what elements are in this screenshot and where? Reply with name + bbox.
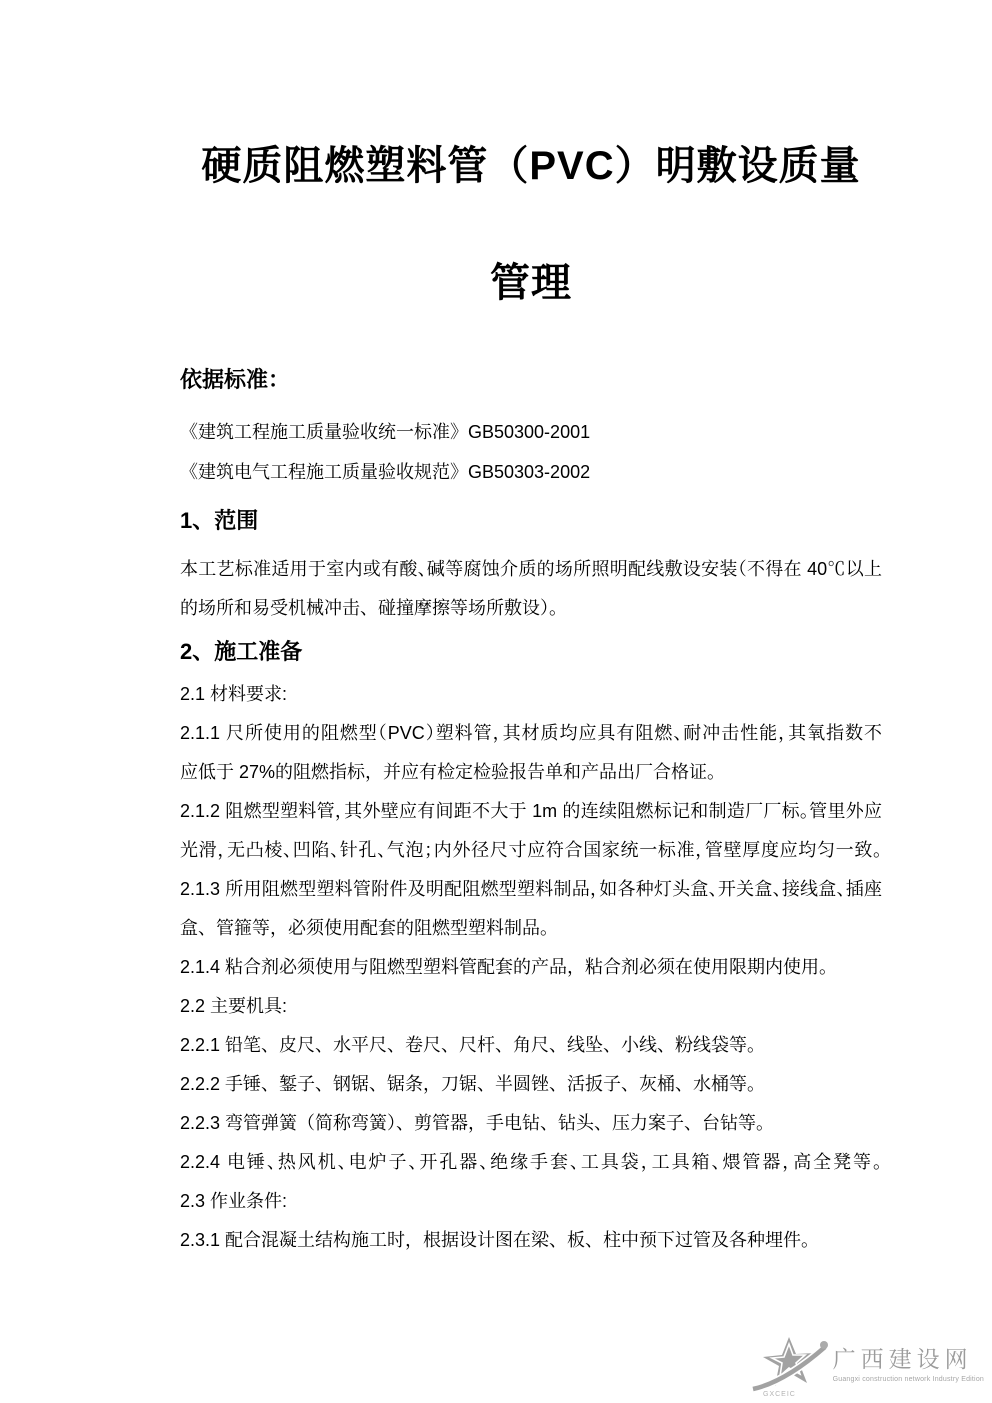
watermark-site-tagline: Guangxi construction network Industry Edition xyxy=(832,1376,984,1383)
document-title-line-1: 硬质阻燃塑料管（PVC）明敷设质量 xyxy=(201,144,861,188)
document-title-line-2: 管理 xyxy=(490,261,572,305)
standard-reference-2: 《建筑电气工程施工质量验收规范》GB50303-2002 xyxy=(180,462,591,482)
clause-2-1: 2.1 材料要求: xyxy=(180,684,288,704)
clause-2-1-2-line-1: 2.1.2 阻燃型塑料管，其外壁应有间距不大于 1m 的连续阻燃标记和制造厂厂标。管里外应 xyxy=(180,801,882,821)
standard-reference-1: 《建筑工程施工质量验收统一标准》GB50300-2001 xyxy=(180,422,591,442)
paragraph-line: 的场所和易受机械冲击、碰撞摩擦等场所敷设）。 xyxy=(180,598,567,618)
clause-2-1-3-line-2: 盒、管箍等，必须使用配套的阻燃型塑料制品。 xyxy=(180,918,558,938)
clause-2-1-4: 2.1.4 粘合剂必须使用与阻燃型塑料管配套的产品，粘合剂必须在使用限期内使用。 xyxy=(180,957,838,977)
watermark-site-name: 广西建设网 xyxy=(832,1347,973,1372)
clause-2-1-3-line-1: 2.1.3 所用阻燃型塑料管附件及明配阻燃型塑料制品，如各种灯头盒、开关盒、接线盒、插座 xyxy=(180,879,882,899)
clause-2-3: 2.3 作业条件: xyxy=(180,1191,288,1211)
clause-2-2: 2.2 主要机具: xyxy=(180,996,288,1016)
clause-2-2-3: 2.2.3 弯管弹簧（简称弯簧）、剪管器，手电钻、钻头、压力案子、台钻等。 xyxy=(180,1113,775,1133)
section-1-heading: 1、范围 xyxy=(180,508,259,533)
section-2-body xyxy=(180,675,882,1260)
paragraph-line: 本工艺标准适用于室内或有酸、碱等腐蚀介质的场所照明配线敷设安装（不得在 40℃以上 xyxy=(180,559,882,579)
watermark-text xyxy=(833,1346,984,1384)
section-2-heading: 2、施工准备 xyxy=(180,639,303,664)
clause-2-1-1-line-2: 应低于 27%的阻燃指标，并应有检定检验报告单和产品出厂合格证。 xyxy=(180,762,726,782)
clause-2-2-4: 2.2.4 电锤、热风机、电炉子、开孔器、绝缘手套、工具袋，工具箱、煨管器，高全凳等。 xyxy=(180,1152,882,1172)
star-logo-icon xyxy=(751,1336,831,1398)
clause-2-2-1: 2.2.1 铅笔、皮尺、水平尺、卷尺、尺杆、角尺、线坠、小线、粉线袋等。 xyxy=(180,1035,766,1055)
site-watermark xyxy=(751,1336,984,1398)
standards-list xyxy=(180,412,882,492)
logo-mark-text: GXCEIC xyxy=(762,1391,796,1398)
clause-2-2-2: 2.2.2 手锤、錾子、钢锯、锯条，刀锯、半圆锉、活扳子、灰桶、水桶等。 xyxy=(180,1074,766,1094)
clause-2-1-1-line-1: 2.1.1 尺所使用的阻燃型（PVC）塑料管，其材质均应具有阻燃、耐冲击性能，其氧指数不 xyxy=(180,723,882,743)
document-title xyxy=(180,0,882,342)
basis-standards-heading: 依据标准： xyxy=(180,367,291,392)
clause-2-3-1: 2.3.1 配合混凝土结构施工时，根据设计图在梁、板、柱中预下过管及各种埋件。 xyxy=(180,1230,820,1250)
clause-2-1-2-line-2: 光滑，无凸棱、凹陷、针孔、气泡；内外径尺寸应符合国家统一标准，管壁厚度应均匀一致。 xyxy=(180,840,882,860)
section-1-paragraph xyxy=(180,550,882,628)
